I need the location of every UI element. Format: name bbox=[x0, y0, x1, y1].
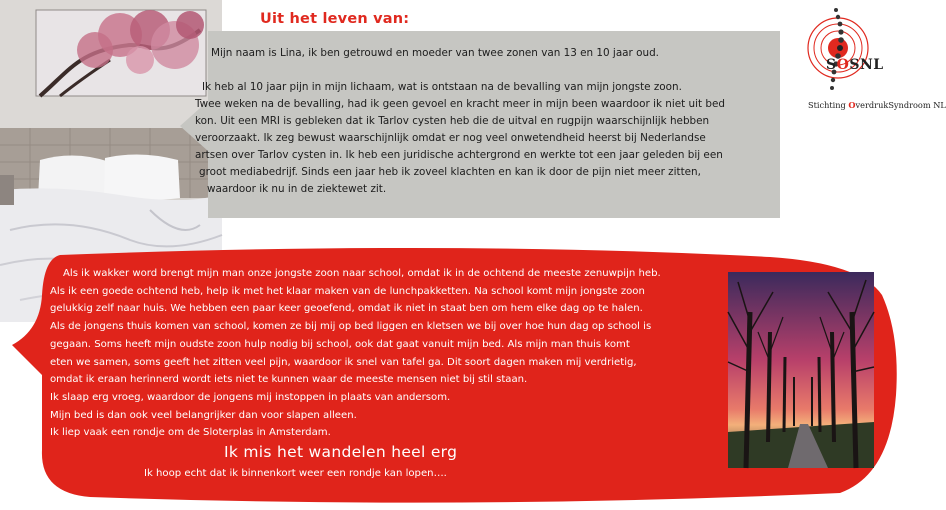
logo-name-o: O bbox=[848, 100, 856, 110]
intro-line: veroorzaakt. Ik zeg bewust waarschijnlijk omdat er nog veel onwetendheid heerst bij Nederlandse bbox=[195, 132, 706, 144]
tree-avenue-photo bbox=[728, 272, 874, 468]
intro-line: artsen over Tarlov cysten in. Ik heb een juridische achtergrond en werkte tot een jaar geleden bij een bbox=[195, 149, 723, 161]
page-heading: Uit het leven van: bbox=[260, 11, 410, 27]
intro-line: Mijn naam is Lina, ik ben getrouwd en moeder van twee zonen van 13 en 10 jaar oud. bbox=[211, 47, 659, 59]
story-line: Als ik wakker word brengt mijn man onze jongste zoon naar school, omdat ik in de ochtend de meeste zenuwpijn heb. bbox=[63, 268, 661, 279]
intro-line: waardoor ik nu in de ziektewet zit. bbox=[207, 183, 387, 195]
story-line: gelukkig zelf naar huis. We hebben een paar keer geoefend, omdat ik niet in staat ben om hem elke dag op te halen. bbox=[50, 303, 643, 315]
story-line: eten we samen, soms geeft het zitten veel pijn, waardoor ik snel van tafel ga. Dit soort dagen maken mij verdrietig, bbox=[50, 356, 637, 368]
story-line: Ik slaap erg vroeg, waardoor de jongens mij instoppen in plaats van andersom. bbox=[50, 391, 451, 403]
story-line: Ik liep vaak een rondje om de Sloterplas in Amsterdam. bbox=[50, 427, 331, 439]
story-line: Als ik een goede ochtend heb, help ik met het klaar maken van de lunchpakketten. Na school komt mijn jongste zoon bbox=[50, 285, 645, 297]
logo-abbr-part: SNL bbox=[849, 57, 884, 73]
logo-name-part: verdrukSyndroom NL bbox=[855, 100, 946, 110]
logo-name-part: Stichting bbox=[808, 100, 849, 110]
story-text bbox=[50, 265, 740, 442]
intro-text bbox=[195, 45, 775, 198]
logo-name bbox=[808, 100, 946, 110]
story-line: omdat ik eraan herinnerd wordt iets niet te kunnen waar de meeste mensen niet bij stil staan. bbox=[50, 374, 528, 386]
intro-line: kon. Uit een MRI is gebleken dat ik Tarlov cysten heb die de uitval en rugpijn waarschijnlijk hebben bbox=[195, 115, 710, 127]
story-line: Als de jongens thuis komen van school, komen ze bij mij op bed liggen en kletsen we bij over hoe hun dag op school is bbox=[50, 321, 652, 333]
logo-abbreviation bbox=[826, 57, 884, 73]
story-line: Mijn bed is dan ook veel belangrijker dan voor slapen alleen. bbox=[50, 409, 357, 421]
intro-line: Twee weken na de bevalling, had ik geen gevoel en kracht meer in mijn been waardoor ik niet uit bed bbox=[195, 98, 725, 110]
intro-line: groot mediabedrijf. Sinds een jaar heb ik zoveel klachten en kan ik door de pijn niet meer zitten, bbox=[199, 166, 701, 178]
closing-line: Ik hoop echt dat ik binnenkort weer een rondje kan lopen…. bbox=[144, 468, 447, 479]
logo-abbr-part: S bbox=[826, 57, 837, 73]
story-line: gegaan. Soms heeft mijn oudste zoon hulp nodig bij school, ook dat gaat vanuit mijn bed. Als mijn man thuis komt bbox=[50, 338, 630, 350]
highlight-line: Ik mis het wandelen heel erg bbox=[224, 443, 458, 461]
intro-line: Ik heb al 10 jaar pijn in mijn lichaam, wat is ontstaan na de bevalling van mijn jongste zoon. bbox=[202, 81, 682, 93]
logo-abbr-o: O bbox=[836, 57, 850, 73]
